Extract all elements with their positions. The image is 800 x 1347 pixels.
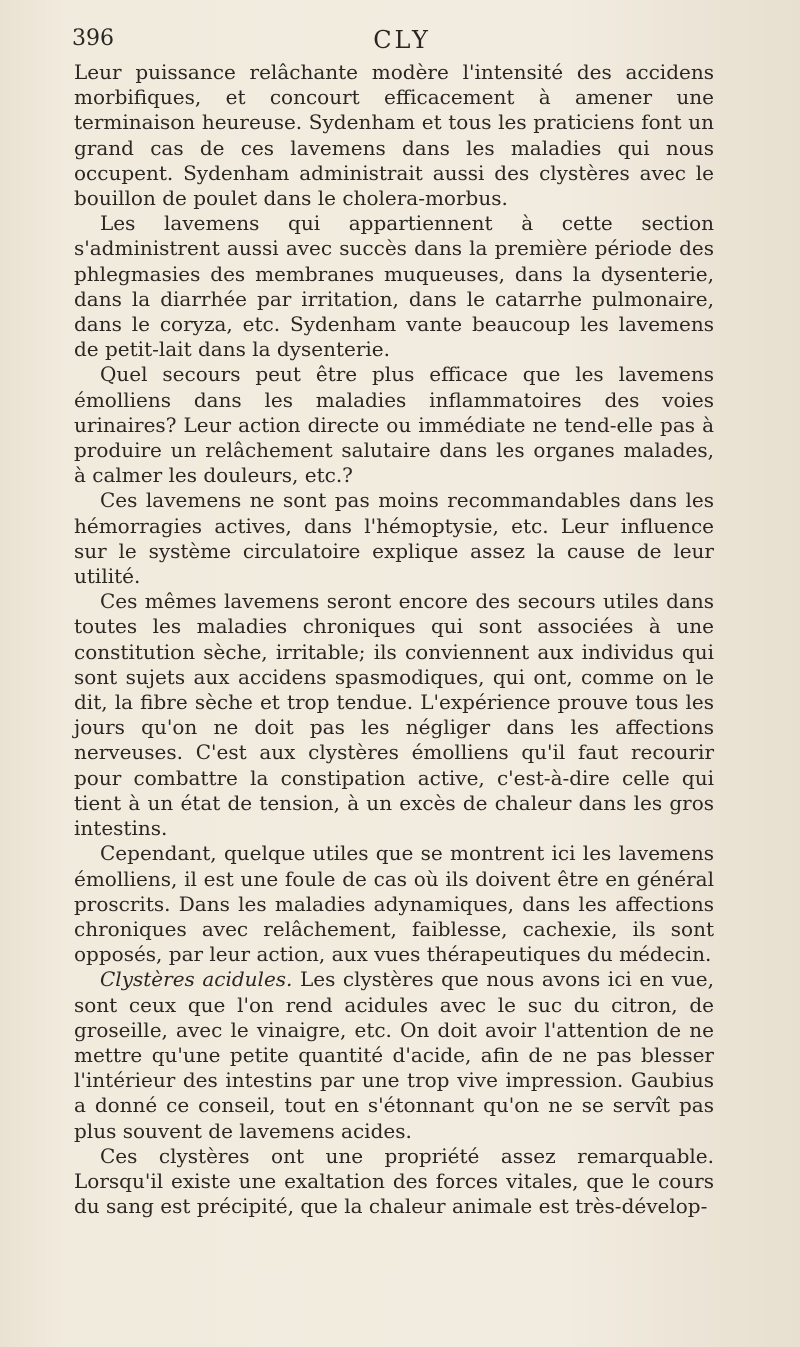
- paragraph-text: Les clystères que nous avons ici en vue, sont ceux que l'on rend acidules avec le suc du citron, de groseille, avec le vinaigre, etc. On doit avoir l'attention de ne mettre qu'une petite quantité d'acide, afin de ne pas blesser l'intérieur des intestins par une trop vive impression. Gaubius a donné ce conseil, tout en s'étonnant qu'on ne se servît pas plus souvent de lavemens acides.: [74, 967, 715, 1143]
- paragraph: Cependant, quelque utiles que se montrent ici les lavemens émolliens, il est une foule de cas où ils doivent être en général proscrits. Dans les maladies adynamiques, dans les affections chroniques avec relâchement, faiblesse, cachexie, ils sont opposés, par leur action, aux vues thérapeutiques du médecin.: [74, 841, 714, 967]
- section-lead: Clystères acidules.: [100, 967, 293, 992]
- paragraph: Quel secours peut être plus efficace que les lavemens émolliens dans les maladies inflammatoires des voies urinaires? Leur action directe ou immédiate ne tend-elle pas à produire un relâchement salutaire dans les organes malades, à calmer les douleurs, etc.?: [74, 362, 714, 488]
- paragraph: Les lavemens qui appartiennent à cette section s'administrent aussi avec succès dans la première période des phlegmasies des membranes muqueuses, dans la dysenterie, dans la diarrhée par irritation, dans le catarrhe pulmonaire, dans le coryza, etc. Sydenham vante beaucoup les lavemens de petit-lait dans la dysenterie.: [74, 211, 714, 362]
- paragraph: Ces mêmes lavemens seront encore des secours utiles dans toutes les maladies chroniques qui sont associées à une constitution sèche, irritable; ils conviennent aux individus qui sont sujets aux accidens spasmodiques, qui ont, comme on le dit, la fibre sèche et trop tendue. L'expérience prouve tous les jours qu'on ne doit pas les négliger dans les affections nerveuses. C'est aux clystères émolliens qu'il faut recourir pour combattre la constipation active, c'est-à-dire celle qui tient à un état de tension, à un excès de chaleur dans les gros intestins.: [74, 589, 714, 841]
- running-head: CLY: [373, 26, 431, 54]
- page-number: 396: [72, 26, 114, 51]
- paragraph: [74, 967, 714, 1143]
- paragraph: Leur puissance relâchante modère l'intensité des accidens morbifiques, et concourt efficacement à amener une terminaison heureuse. Sydenham et tous les praticiens font un grand cas de ces lavemens dans les maladies qui nous occupent. Sydenham administrait aussi des clystères avec le bouillon de poulet dans le cholera-morbus.: [74, 60, 714, 211]
- paragraph: Ces clystères ont une propriété assez remarquable. Lorsqu'il existe une exaltation des forces vitales, que le cours du sang est précipité, que la chaleur animale est très-dévelop-: [74, 1143, 714, 1219]
- page-header: [72, 26, 732, 56]
- paragraph: Ces lavemens ne sont pas moins recommandables dans les hémorragies actives, dans l'hémoptysie, etc. Leur influence sur le système circulatoire explique assez la cause de leur utilité.: [74, 488, 714, 589]
- body-text: [74, 60, 714, 1219]
